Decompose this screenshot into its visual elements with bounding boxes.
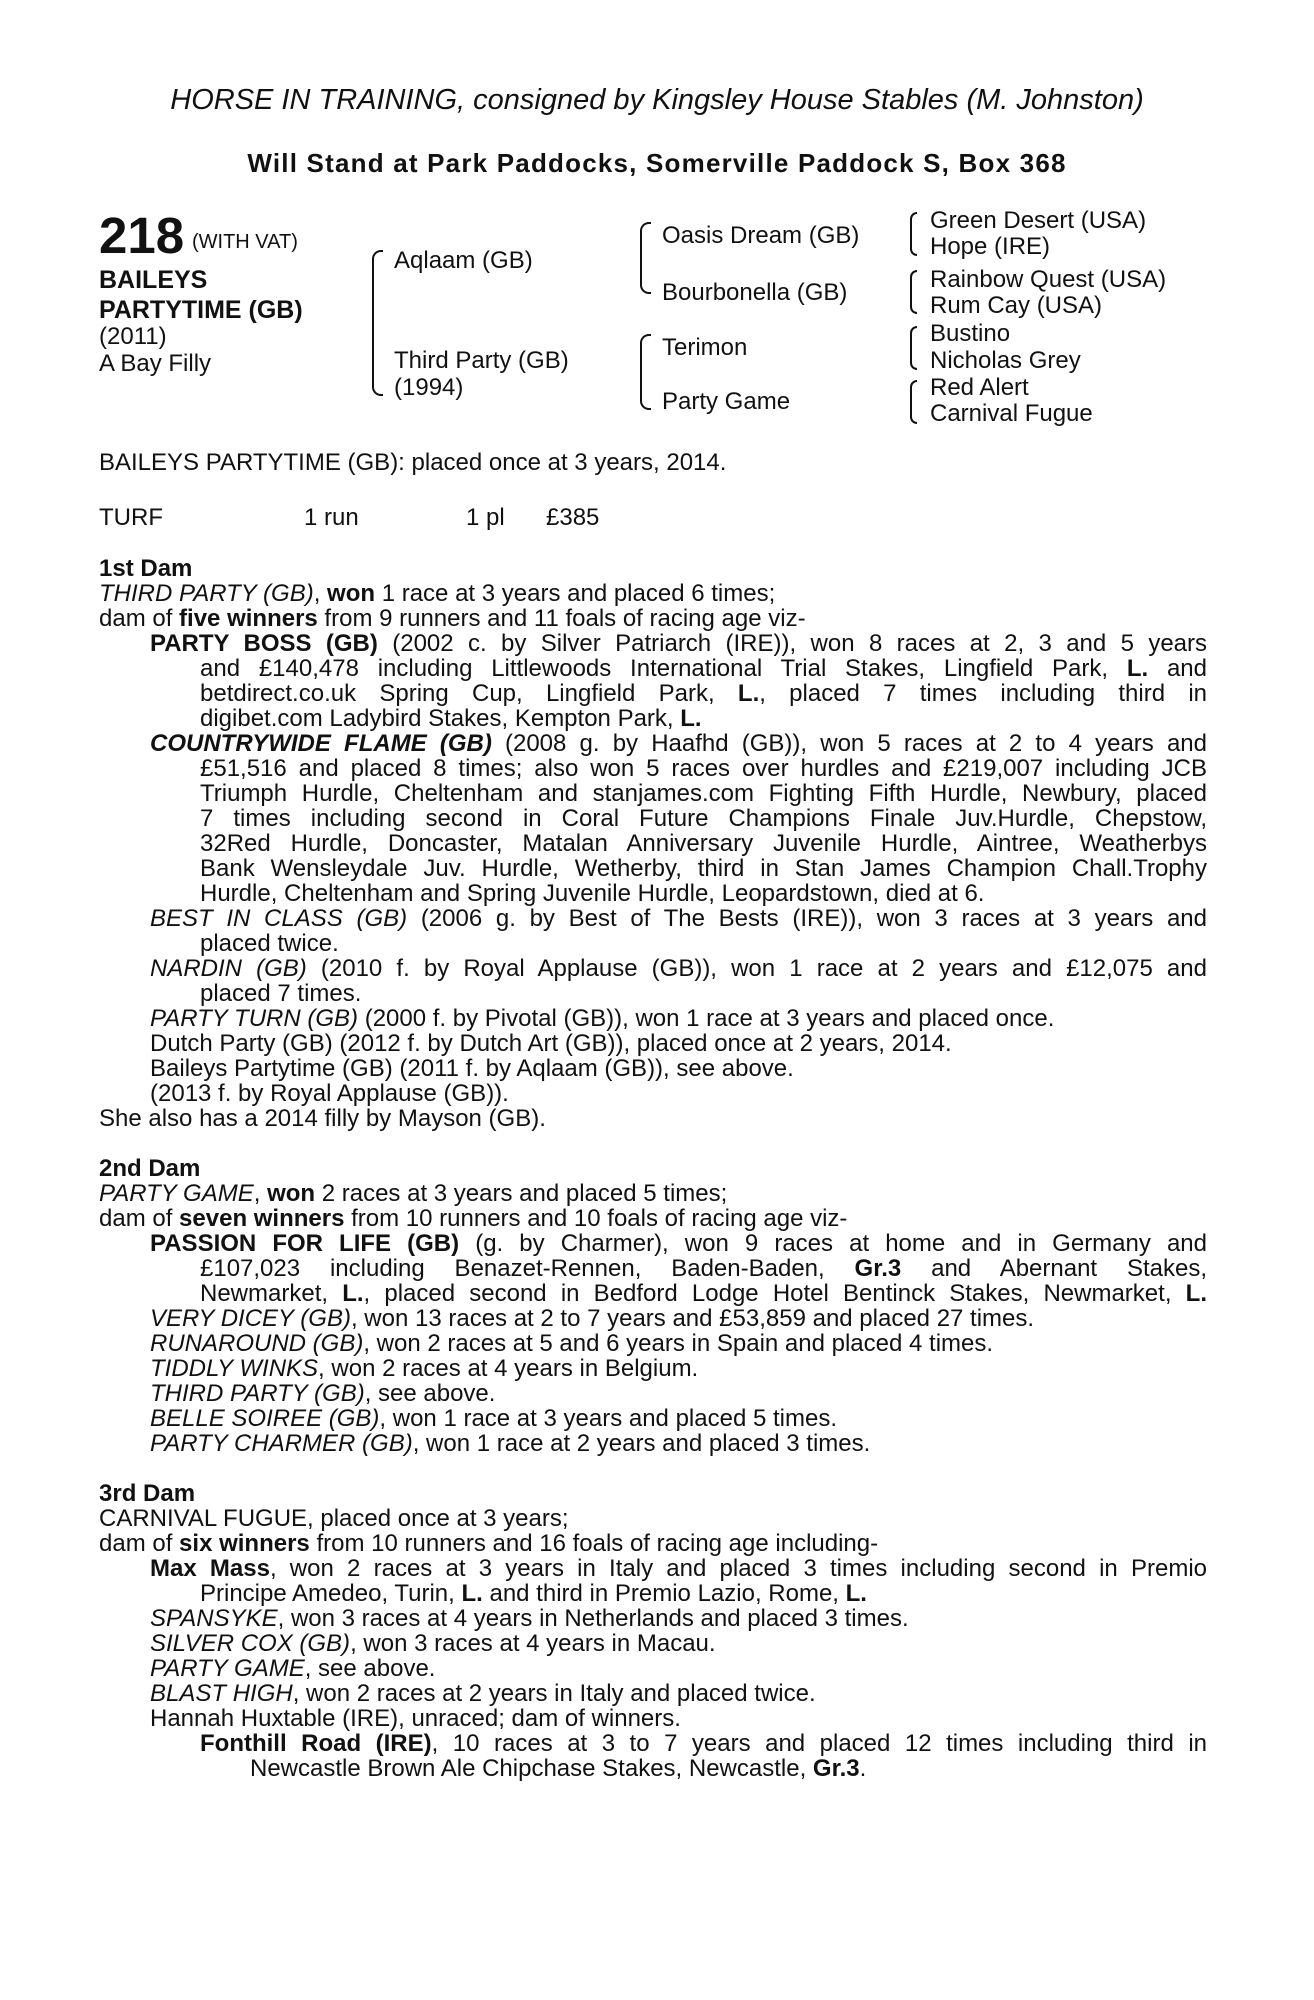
turf-record (99, 505, 1207, 531)
produce-nardin: NARDIN (GB) (2010 f. by Royal Applause (GB)), won 1 race at 2 years and £12,075 and (150, 955, 1207, 982)
pedigree-dam-sire: Terimon (662, 334, 748, 361)
produce-countrywide-flame-line6: Bank Wensleydale Juv. Hurdle, Wetherby, third in Stan James Champion Chall.Trophy (200, 855, 1207, 882)
pedigree-dam-year: (1994) (394, 374, 464, 401)
pedigree-sire-dam: Bourbonella (GB) (662, 279, 848, 306)
produce-very-dicey: VERY DICEY (GB), won 13 races at 2 to 7 years and £53,859 and placed 27 times. (150, 1305, 1035, 1332)
pedigree-g3: Rainbow Quest (USA) (930, 266, 1167, 293)
pedigree-g8: Carnival Fugue (930, 400, 1093, 427)
produce-fonthill-road-line2: Newcastle Brown Ale Chipchase Stakes, Newcastle, Gr.3. (250, 1755, 867, 1782)
pedigree-g1: Green Desert (USA) (930, 207, 1147, 234)
horse-meta (99, 323, 211, 377)
produce-spansyke: SPANSYKE, won 3 races at 4 years in Netherlands and placed 3 times. (150, 1605, 909, 1632)
third-dam-heading: 3rd Dam (99, 1480, 196, 1507)
produce-hannah-huxtable: Hannah Huxtable (IRE), unraced; dam of winners. (150, 1705, 681, 1732)
second-dam-heading: 2nd Dam (99, 1155, 201, 1182)
produce-party-boss-line2: and £140,478 including Littlewoods International Trial Stakes, Lingfield Park, L. and (200, 655, 1207, 682)
produce-baileys-partytime: Baileys Partytime (GB) (2011 f. by Aqlaam (GB)), see above. (150, 1055, 794, 1082)
produce-countrywide-flame-line5: 32Red Hurdle, Doncaster, Matalan Anniversary Juvenile Hurdle, Aintree, Weatherbys (200, 830, 1207, 857)
consignment-header: HORSE IN TRAINING, consigned by Kingsley House Stables (M. Johnston) (170, 84, 1144, 116)
pedigree-brace-main (372, 250, 383, 396)
pedigree-g2: Hope (IRE) (930, 233, 1051, 260)
produce-silver-cox: SILVER COX (GB), won 3 races at 4 years in Macau. (150, 1630, 716, 1657)
pedigree-brace-g3 (910, 326, 917, 370)
third-dam-record: CARNIVAL FUGUE, placed once at 3 years; (99, 1505, 569, 1532)
produce-runaround: RUNAROUND (GB), won 2 races at 5 and 6 years in Spain and placed 4 times. (150, 1330, 994, 1357)
produce-party-boss-line4: digibet.com Ladybird Stakes, Kempton Park, L. (200, 705, 702, 732)
second-dam-record: PARTY GAME, won 2 races at 3 years and placed 5 times; (99, 1180, 728, 1207)
second-dam-name: PARTY GAME (99, 1180, 254, 1207)
pedigree-sire-sire: Oasis Dream (GB) (662, 222, 860, 249)
produce-party-boss: PARTY BOSS (GB) (2002 c. by Silver Patriarch (IRE)), won 8 races at 2, 3 and 5 years (150, 630, 1208, 657)
pedigree-g7: Red Alert (930, 374, 1029, 401)
produce-max-mass-line2: Principe Amedeo, Turin, L. and third in Premio Lazio, Rome, L. (200, 1580, 867, 1607)
pedigree-brace-g1 (910, 212, 917, 256)
pedigree-brace-sire (640, 222, 651, 294)
pedigree-brace-g4 (910, 380, 917, 424)
produce-party-game: PARTY GAME, see above. (150, 1655, 436, 1682)
race-summary: BAILEYS PARTYTIME (GB): placed once at 3 years, 2014. (99, 449, 727, 476)
pedigree-dam: Third Party (GB) (394, 347, 569, 374)
produce-party-boss-line3: betdirect.co.uk Spring Cup, Lingfield Park, L., placed 7 times including third in (200, 680, 1208, 707)
turf-runs: 1 run (304, 504, 359, 531)
pedigree-g5: Bustino (930, 320, 1011, 347)
stand-location: Will Stand at Park Paddocks, Somerville Paddock S, Box 368 (247, 148, 1067, 178)
second-dam-produce: dam of seven winners from 10 runners and 10 foals of racing age viz- (99, 1205, 848, 1232)
produce-party-turn: PARTY TURN (GB) (2000 f. by Pivotal (GB)), won 1 race at 3 years and placed once. (150, 1005, 1055, 1032)
produce-party-charmer: PARTY CHARMER (GB), won 1 race at 2 years and placed 3 times. (150, 1430, 871, 1457)
produce-nardin-line2: placed 7 times. (200, 980, 362, 1007)
produce-tiddly-winks: TIDDLY WINKS, won 2 races at 4 years in Belgium. (150, 1355, 699, 1382)
first-dam-record: THIRD PARTY (GB), won 1 race at 3 years and placed 6 times; (99, 580, 776, 607)
produce-fonthill-road: Fonthill Road (IRE), 10 races at 3 to 7 years and placed 12 times including third in (200, 1730, 1208, 1757)
produce-best-in-class: BEST IN CLASS (GB) (2006 g. by Best of The Bests (IRE)), won 3 races at 3 years and (150, 905, 1207, 932)
produce-countrywide-flame: COUNTRYWIDE FLAME (GB) (2008 g. by Haafhd (GB)), won 5 races at 2 to 4 years and (150, 730, 1207, 757)
lot-number: 218 (99, 207, 185, 264)
produce-countrywide-flame-line7: Hurdle, Cheltenham and Spring Juvenile Hurdle, Leopardstown, died at 6. (200, 880, 985, 907)
turf-placed: 1 pl (466, 504, 505, 531)
turf-label: TURF (99, 504, 163, 531)
horse-description: A Bay Filly (99, 350, 212, 377)
produce-belle-soiree: BELLE SOIREE (GB), won 1 race at 3 years and placed 5 times. (150, 1405, 837, 1432)
produce-third-party: THIRD PARTY (GB), see above. (150, 1380, 496, 1407)
turf-earnings: £385 (546, 504, 600, 531)
pedigree-brace-g2 (910, 270, 917, 314)
produce-dutch-party: Dutch Party (GB) (2012 f. by Dutch Art (GB)), placed once at 2 years, 2014. (150, 1030, 952, 1057)
third-dam-produce: dam of six winners from 10 runners and 16 foals of racing age including- (99, 1530, 879, 1557)
produce-best-in-class-line2: placed twice. (200, 930, 339, 957)
pedigree-g4: Rum Cay (USA) (930, 292, 1103, 319)
first-dam-name: THIRD PARTY (GB) (99, 580, 314, 607)
produce-blast-high: BLAST HIGH, won 2 races at 2 years in Italy and placed twice. (150, 1680, 816, 1707)
horse-name-line2: PARTYTIME (GB) (99, 296, 303, 324)
produce-passion-for-life-line2: £107,023 including Benazet-Rennen, Baden-Baden, Gr.3 and Abernant Stakes, (200, 1255, 1208, 1282)
pedigree-g6: Nicholas Grey (930, 347, 1081, 374)
produce-countrywide-flame-line3: Triumph Hurdle, Cheltenham and stanjames.com Fighting Fifth Hurdle, Newbury, placed (200, 780, 1207, 807)
pedigree-dam-dam: Party Game (662, 388, 791, 415)
pedigree-brace-dam (640, 334, 651, 410)
produce-passion-for-life: PASSION FOR LIFE (GB) (g. by Charmer), won 9 races at home and in Germany and (150, 1230, 1207, 1257)
produce-2014-filly: She also has a 2014 filly by Mayson (GB). (99, 1105, 546, 1132)
produce-max-mass: Max Mass, won 2 races at 3 years in Italy and placed 3 times including second in Premio (150, 1555, 1207, 1582)
produce-countrywide-flame-line4: 7 times including second in Coral Future Champions Finale Juv.Hurdle, Chepstow, (200, 805, 1207, 832)
produce-2013-filly: (2013 f. by Royal Applause (GB)). (150, 1080, 509, 1107)
horse-name (99, 265, 303, 325)
horse-year: (2011) (99, 323, 167, 350)
pedigree-sire: Aqlaam (GB) (394, 247, 533, 274)
first-dam-heading: 1st Dam (99, 555, 193, 582)
produce-countrywide-flame-line2: £51,516 and placed 8 times; also won 5 races over hurdles and £219,007 including JCB (200, 755, 1207, 782)
produce-passion-for-life-line3: Newmarket, L., placed second in Bedford Lodge Hotel Bentinck Stakes, Newmarket, L. (200, 1280, 1207, 1307)
lot-vat: (WITH VAT) (192, 231, 298, 253)
horse-name-line1: BAILEYS (99, 266, 208, 294)
first-dam-produce: dam of five winners from 9 runners and 11 foals of racing age viz- (99, 605, 806, 632)
